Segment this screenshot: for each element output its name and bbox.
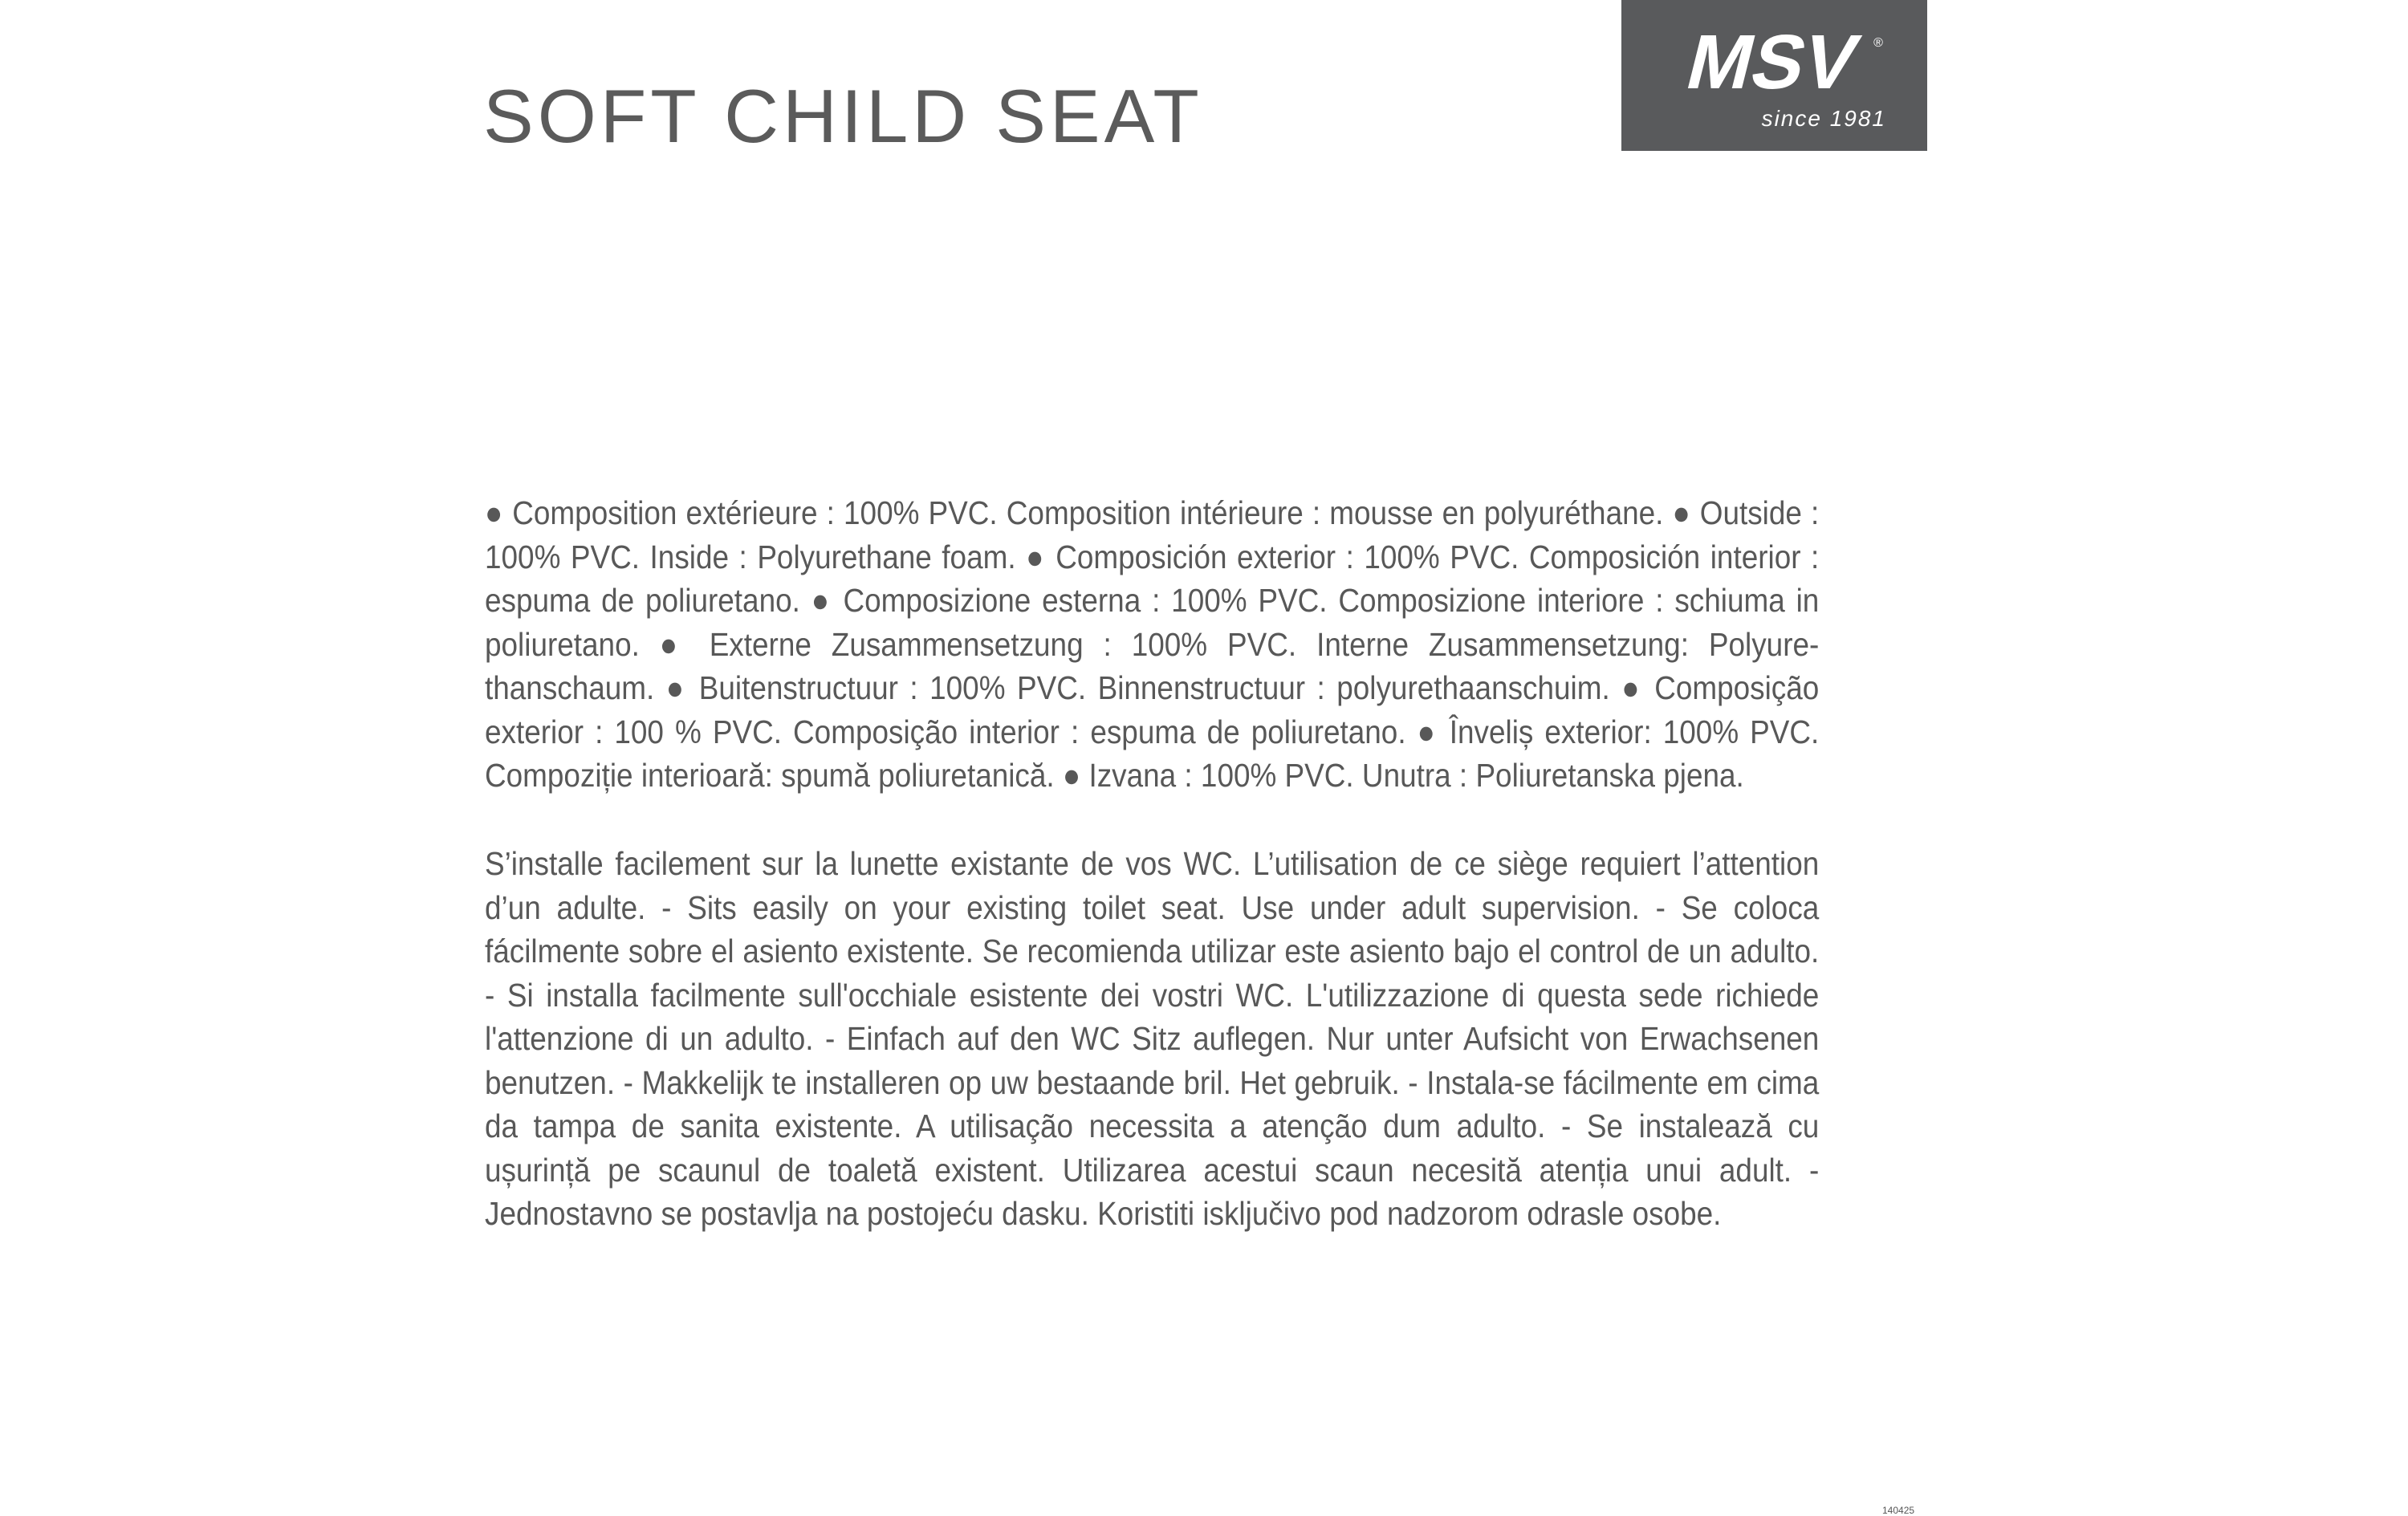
usage-paragraph: S’installe facilement sur la lunette existante de vos WC. L’utilisation de ce siège requiert l’attention d’un adulte. - Sits easily on your existing toilet seat. Use under adult supervision. - Se coloca fácilmente sobre el asiento existente. Se recomienda utilizar este asiento bajo el control de un adulto. - Si installa facilmente sull'occhiale esistente dei vostri WC. L'utilizzazione di questa sede richiede l'attenzione di un adulto. - Einfach auf den WC Sitz auflegen. Nur unter Aufsicht von Erwachsenen benutzen. - Makkelijk te installeren op uw bestaande bril. Het gebruik. - Instala-se fácilmente em cima da tampa de sanita existente. A utilisação necessita a atenção dum adulto. - Se instalează cu ușurință pe scaunul de toaletă existent. Utilizarea acestui scaun necesită atenția unui adult. - Jednostavno se postavlja na postojeću dasku. Koristiti isključivo pod nadzorom odrasle osobe.	[485, 845, 1820, 1232]
logo-wordmark: MSV	[1678, 18, 1868, 105]
registered-mark: ®	[1873, 36, 1883, 50]
document-code: 140425	[1882, 1505, 1915, 1516]
brand-logo	[1621, 0, 1927, 151]
page-title: SOFT CHILD SEAT	[483, 74, 1203, 158]
logo-tagline: since 1981	[1761, 106, 1886, 131]
composition-paragraph: ● Composition extérieure : 100% PVC. Composition intérieure : mousse en polyuréthane. ● Outside : 100% PVC. Inside : Polyurethane foam. ● Composición exterior : 100% PVC. Composición interior : espuma de poliuretano. ● Composizione esterna : 100% PVC. Composizione interiore : schiuma in poliuretano. ● Externe Zusammensetzung : 100% PVC. Interne Zusammensetzung: Polyurethanschaum. ● Buitenstructuur : 100% PVC. Binnenstructuur : polyurethaanschuim. ● Composição exterior : 100 % PVC. Composição interior : espuma de poliuretano. ● Înveliș exterior: 100% PVC. Compoziție interioară: spumă poliuretanică. ● Izvana : 100% PVC. Unutra : Poliuretanska pjena.	[485, 494, 1820, 794]
